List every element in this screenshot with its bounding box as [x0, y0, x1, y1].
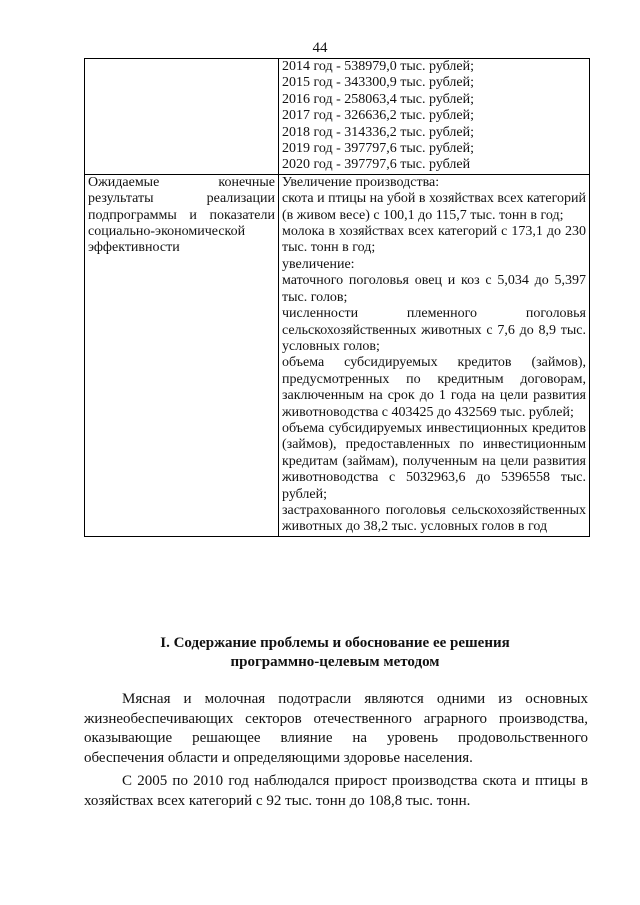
- funding-line: 2015 год - 343300,9 тыс. рублей;: [282, 75, 475, 91]
- result-item: застрахованного поголовья сельскохозяйственных животных до 38,2 тыс. условных голов в год: [282, 502, 586, 535]
- section-title-line: I. Содержание проблемы и обоснование ее решения: [160, 635, 510, 651]
- funding-line: 2014 год - 538979,0 тыс. рублей;: [282, 59, 475, 74]
- paragraph: Мясная и молочная подотрасли являются одними из основных жизнеобеспечивающих секторов отечественного аграрного производства, оказывающие решающее влияние на уровень продовольственного обеспечения области и определяющими здоровье населения.: [84, 691, 588, 766]
- funding-line: 2017 год - 326636,2 тыс. рублей;: [282, 108, 475, 124]
- result-item: объема субсидируемых кредитов (займов), предусмотренных по кредитным договорам, заключенным на срок до 1 года на цели развития животноводства с 403425 до 432569 тыс. рублей;: [282, 355, 586, 420]
- funding-line: 2018 год - 314336,2 тыс. рублей;: [282, 124, 475, 140]
- result-item: численности племенного поголовья сельскохозяйственных животных с 7,6 до 8,9 тыс. условных голов;: [282, 306, 586, 354]
- funding-cell: [279, 59, 590, 175]
- result-item: Увеличение производства:: [282, 174, 440, 190]
- expected-results-label: Ожидаемые конечные результаты реализации подпрограммы и показатели социально-экономической эффективности: [85, 174, 279, 536]
- funding-label-cell: [85, 59, 279, 175]
- section-title: [100, 634, 570, 672]
- expected-results-row: [85, 174, 590, 536]
- paragraph: С 2005 по 2010 год наблюдался прирост производства скота и птицы в хозяйствах всех категорий с 92 тыс. тонн до 108,8 тыс. тонн.: [84, 773, 588, 809]
- funding-line: 2019 год - 397797,6 тыс. рублей;: [282, 141, 475, 157]
- subprogram-passport-table: [84, 58, 590, 537]
- result-item: скота и птицы на убой в хозяйствах всех категорий (в живом весе) с 100,1 до 115,7 тыс. тонн в год;: [282, 191, 586, 223]
- result-item: маточного поголовья овец и коз с 5,034 до 5,397 тыс. голов;: [282, 273, 586, 305]
- expected-results-cell: [279, 174, 590, 536]
- page-number: 44: [312, 40, 328, 56]
- section-title-line: программно-целевым методом: [230, 654, 440, 670]
- result-item: объема субсидируемых инвестиционных кредитов (займов), предоставленных по инвестиционным кредитам (займам), полученным на цели развития животноводства с 5032963,6 до 5396558 тыс. рублей;: [282, 420, 586, 502]
- body-text: [84, 690, 588, 815]
- result-item: увеличение:: [282, 256, 355, 272]
- result-item: молока в хозяйствах всех категорий с 173,1 до 230 тыс. тонн в год;: [282, 224, 586, 256]
- funding-row: [85, 59, 590, 175]
- funding-line: 2020 год - 397797,6 тыс. рублей: [282, 157, 471, 173]
- funding-line: 2016 год - 258063,4 тыс. рублей;: [282, 91, 475, 107]
